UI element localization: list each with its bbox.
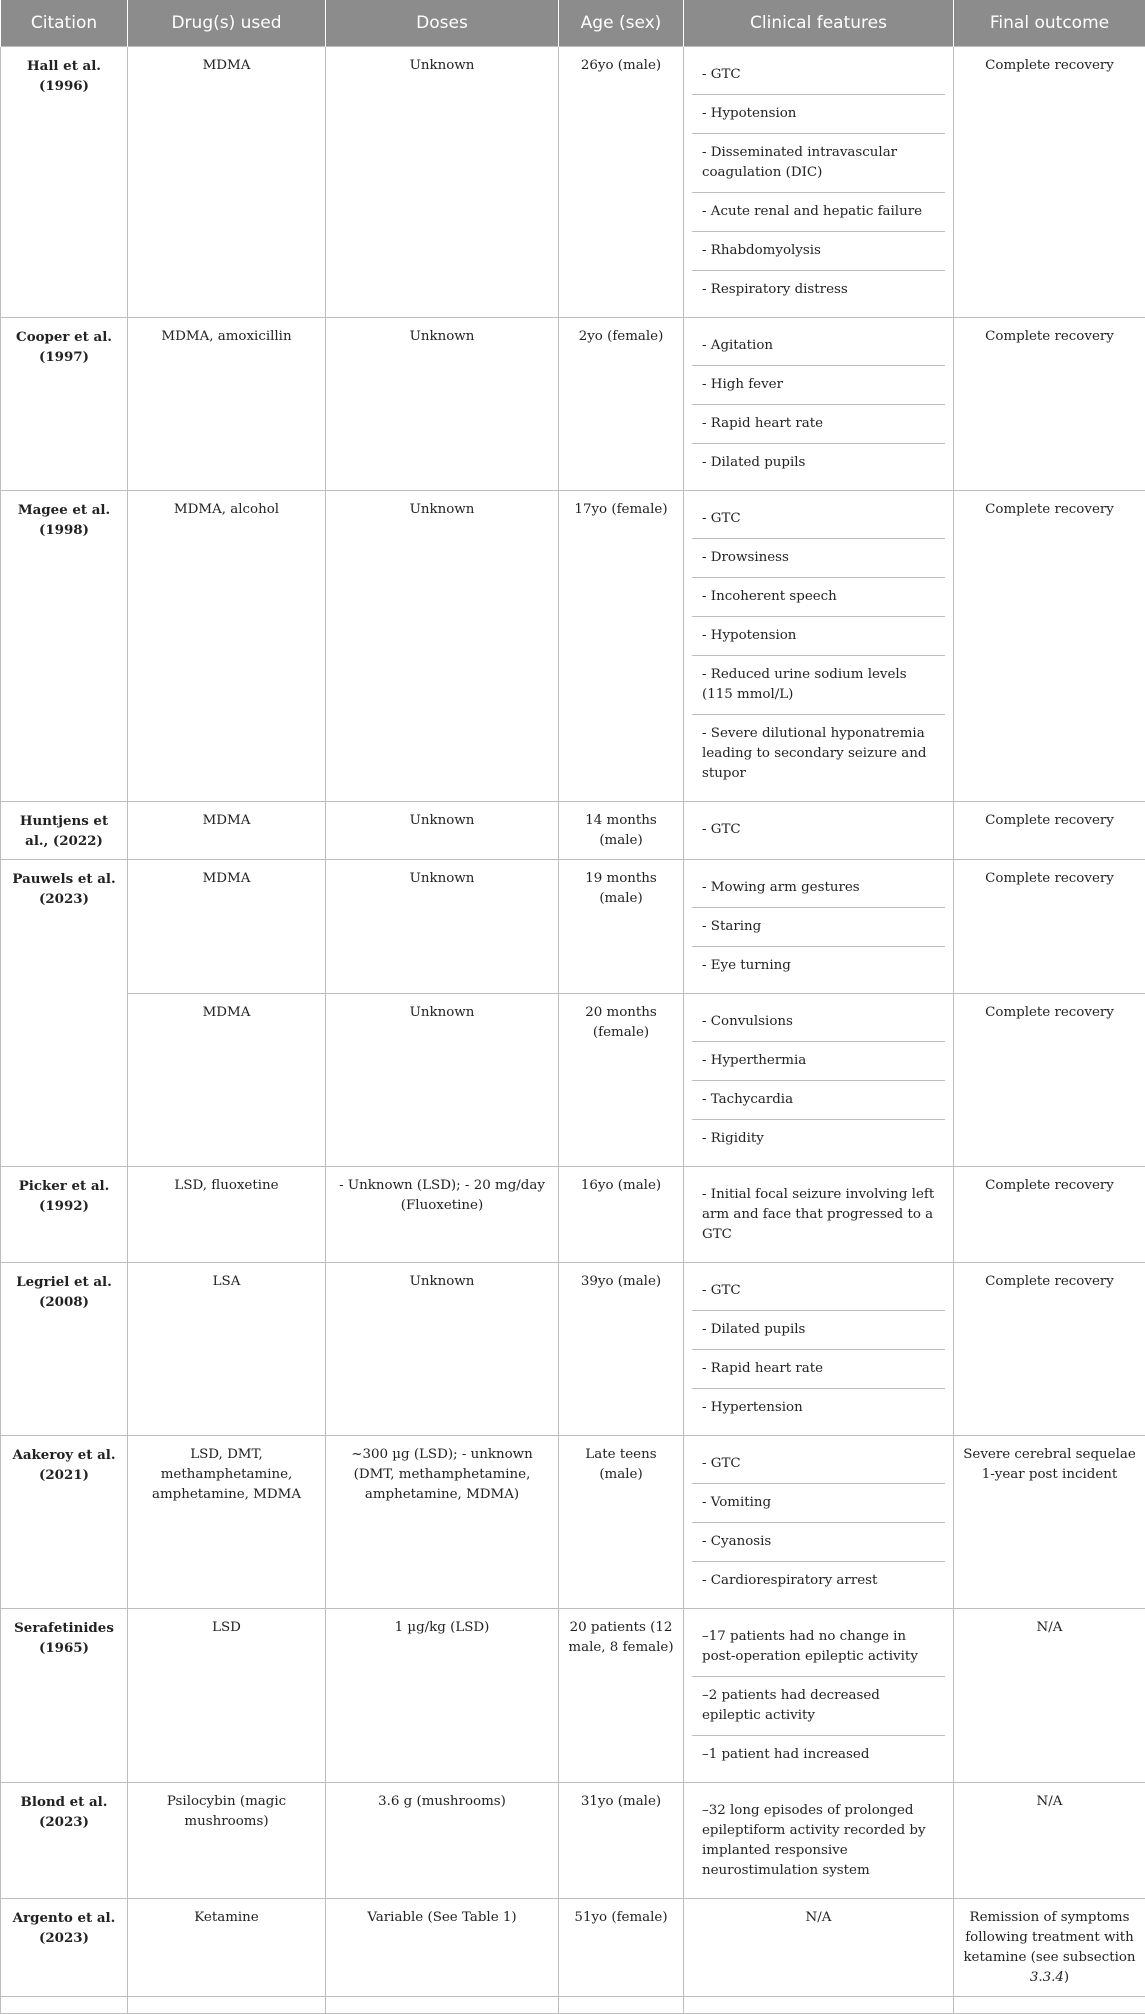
table-row xyxy=(1,802,1145,860)
feature-item: - Hyperthermia xyxy=(692,1042,945,1081)
outcome-text: Remission of symptoms following treatment with ketamine (see subsection xyxy=(963,1910,1135,1965)
citation-cell: Legriel et al. (2008) xyxy=(1,1263,128,1436)
feature-item: –2 patients had decreased epileptic activity xyxy=(692,1677,945,1736)
feature-item: –1 patient had increased xyxy=(692,1736,945,1774)
age-sex-cell: 26yo (male) xyxy=(559,47,684,318)
age-sex-cell: 39yo (male) xyxy=(559,1263,684,1436)
age-sex-cell: 2yo (female) xyxy=(559,318,684,491)
doses-cell: 1 µg/kg (LSD) xyxy=(326,1609,559,1783)
table-row xyxy=(1,1436,1145,1609)
outcome-cell: Severe cerebral sequelae 1-year post incident xyxy=(954,1436,1145,1609)
feature-item: - GTC xyxy=(692,811,945,849)
doses-cell: Unknown xyxy=(326,802,559,860)
outcome-cell: Complete recovery xyxy=(954,802,1145,860)
header-doses: Doses xyxy=(326,0,559,47)
clinical-features-cell xyxy=(684,1783,954,1899)
feature-item: - Staring xyxy=(692,908,945,947)
feature-item: - Rapid heart rate xyxy=(692,405,945,444)
feature-item: - Rhabdomyolysis xyxy=(692,232,945,271)
age-sex-cell: 20 months (female) xyxy=(559,994,684,1167)
feature-item: - GTC xyxy=(692,56,945,95)
table-row xyxy=(1,1783,1145,1899)
table-end-spacer xyxy=(1,1997,1145,2014)
doses-cell: Unknown xyxy=(326,491,559,802)
outcome-cell: N/A xyxy=(954,1609,1145,1783)
feature-item: - Incoherent speech xyxy=(692,578,945,617)
table-row xyxy=(1,1167,1145,1263)
drugs-cell: Psilocybin (magic mushrooms) xyxy=(128,1783,326,1899)
feature-item: - Severe dilutional hyponatremia leading to secondary seizure and stupor xyxy=(692,715,945,793)
outcome-cell: Complete recovery xyxy=(954,318,1145,491)
drugs-cell: LSD xyxy=(128,1609,326,1783)
header-citation: Citation xyxy=(1,0,128,47)
feature-item: - Cyanosis xyxy=(692,1523,945,1562)
header-final-outcome: Final outcome xyxy=(954,0,1145,47)
outcome-cell: Complete recovery xyxy=(954,860,1145,994)
table-row xyxy=(1,1899,1145,1997)
citation-cell: Picker et al. (1992) xyxy=(1,1167,128,1263)
feature-item: - Acute renal and hepatic failure xyxy=(692,193,945,232)
clinical-features-cell xyxy=(684,318,954,491)
table-row xyxy=(1,860,1145,994)
citation-cell: Magee et al. (1998) xyxy=(1,491,128,802)
feature-item: - Agitation xyxy=(692,327,945,366)
feature-item: - Vomiting xyxy=(692,1484,945,1523)
age-sex-cell: 31yo (male) xyxy=(559,1783,684,1899)
feature-item: - Rigidity xyxy=(692,1120,945,1158)
drugs-cell: MDMA, amoxicillin xyxy=(128,318,326,491)
citation-cell: Serafetinides (1965) xyxy=(1,1609,128,1783)
header-drugs: Drug(s) used xyxy=(128,0,326,47)
outcome-cell: N/A xyxy=(954,1783,1145,1899)
drugs-cell: LSD, DMT, methamphetamine, amphetamine, MDMA xyxy=(128,1436,326,1609)
drugs-cell: MDMA xyxy=(128,860,326,994)
outcome-cell: Complete recovery xyxy=(954,1167,1145,1263)
drugs-cell: LSA xyxy=(128,1263,326,1436)
drugs-cell: MDMA xyxy=(128,802,326,860)
clinical-features-cell xyxy=(684,860,954,994)
age-sex-cell: 51yo (female) xyxy=(559,1899,684,1997)
feature-item: - Drowsiness xyxy=(692,539,945,578)
citation-cell: Cooper et al. (1997) xyxy=(1,318,128,491)
feature-item: - Hypotension xyxy=(692,95,945,134)
feature-item: - Eye turning xyxy=(692,947,945,985)
feature-item: - Reduced urine sodium levels (115 mmol/L) xyxy=(692,656,945,715)
clinical-features-cell xyxy=(684,802,954,860)
header-age-sex: Age (sex) xyxy=(559,0,684,47)
clinical-features-cell: N/A xyxy=(684,1899,954,1997)
clinical-features-cell xyxy=(684,994,954,1167)
clinical-features-cell xyxy=(684,491,954,802)
table-row xyxy=(1,1263,1145,1436)
drugs-cell: MDMA, alcohol xyxy=(128,491,326,802)
age-sex-cell: Late teens (male) xyxy=(559,1436,684,1609)
feature-item: - Dilated pupils xyxy=(692,1311,945,1350)
table-row xyxy=(1,994,1145,1167)
doses-cell: Unknown xyxy=(326,47,559,318)
feature-item: - Convulsions xyxy=(692,1003,945,1042)
feature-item: - Respiratory distress xyxy=(692,271,945,309)
header-row xyxy=(1,0,1145,47)
drugs-cell: Ketamine xyxy=(128,1899,326,1997)
age-sex-cell: 14 months (male) xyxy=(559,802,684,860)
clinical-features-cell xyxy=(684,1436,954,1609)
feature-item: - GTC xyxy=(692,1272,945,1311)
age-sex-cell: 17yo (female) xyxy=(559,491,684,802)
drugs-cell: MDMA xyxy=(128,47,326,318)
doses-cell: Unknown xyxy=(326,318,559,491)
doses-cell: Variable (See Table 1) xyxy=(326,1899,559,1997)
outcome-text-suffix: ) xyxy=(1064,1970,1069,1985)
feature-item: - High fever xyxy=(692,366,945,405)
citation-cell: Aakeroy et al. (2021) xyxy=(1,1436,128,1609)
feature-item: - Initial focal seizure involving left arm and face that progressed to a GTC xyxy=(692,1176,945,1254)
outcome-cell: Complete recovery xyxy=(954,491,1145,802)
doses-cell: Unknown xyxy=(326,994,559,1167)
drugs-cell: MDMA xyxy=(128,994,326,1167)
feature-item: - Cardiorespiratory arrest xyxy=(692,1562,945,1600)
feature-item: - GTC xyxy=(692,1445,945,1484)
clinical-features-cell xyxy=(684,1609,954,1783)
age-sex-cell: 20 patients (12 male, 8 female) xyxy=(559,1609,684,1783)
age-sex-cell: 19 months (male) xyxy=(559,860,684,994)
feature-item: –17 patients had no change in post-operation epileptic activity xyxy=(692,1618,945,1677)
subsection-reference: 3.3.4 xyxy=(1030,1970,1064,1985)
age-sex-cell: 16yo (male) xyxy=(559,1167,684,1263)
outcome-cell: Complete recovery xyxy=(954,47,1145,318)
doses-cell: - Unknown (LSD); - 20 mg/day (Fluoxetine) xyxy=(326,1167,559,1263)
feature-item: - Disseminated intravascular coagulation (DIC) xyxy=(692,134,945,193)
outcome-cell: Complete recovery xyxy=(954,1263,1145,1436)
citation-cell: Blond et al. (2023) xyxy=(1,1783,128,1899)
citation-cell: Huntjens et al., (2022) xyxy=(1,802,128,860)
clinical-features-cell xyxy=(684,47,954,318)
feature-item: - Dilated pupils xyxy=(692,444,945,482)
feature-item: –32 long episodes of prolonged epileptiform activity recorded by implanted responsive neurostimulation system xyxy=(692,1792,945,1890)
doses-cell: ~300 µg (LSD); - unknown (DMT, methamphetamine, amphetamine, MDMA) xyxy=(326,1436,559,1609)
doses-cell: 3.6 g (mushrooms) xyxy=(326,1783,559,1899)
clinical-features-cell xyxy=(684,1263,954,1436)
doses-cell: Unknown xyxy=(326,860,559,994)
table-row xyxy=(1,47,1145,318)
citation-cell: Pauwels et al. (2023) xyxy=(1,860,128,1167)
clinical-features-cell xyxy=(684,1167,954,1263)
outcome-cell: Complete recovery xyxy=(954,994,1145,1167)
feature-item: - Hypotension xyxy=(692,617,945,656)
feature-item: - Mowing arm gestures xyxy=(692,869,945,908)
doses-cell: Unknown xyxy=(326,1263,559,1436)
outcome-cell xyxy=(954,1899,1145,1997)
feature-item: - Hypertension xyxy=(692,1389,945,1427)
table-row xyxy=(1,491,1145,802)
table-row xyxy=(1,1609,1145,1783)
citation-cell: Hall et al. (1996) xyxy=(1,47,128,318)
citation-cell: Argento et al. (2023) xyxy=(1,1899,128,1997)
drugs-cell: LSD, fluoxetine xyxy=(128,1167,326,1263)
feature-item: - GTC xyxy=(692,500,945,539)
feature-item: - Tachycardia xyxy=(692,1081,945,1120)
feature-item: - Rapid heart rate xyxy=(692,1350,945,1389)
header-clinical-features: Clinical features xyxy=(684,0,954,47)
table-row xyxy=(1,318,1145,491)
